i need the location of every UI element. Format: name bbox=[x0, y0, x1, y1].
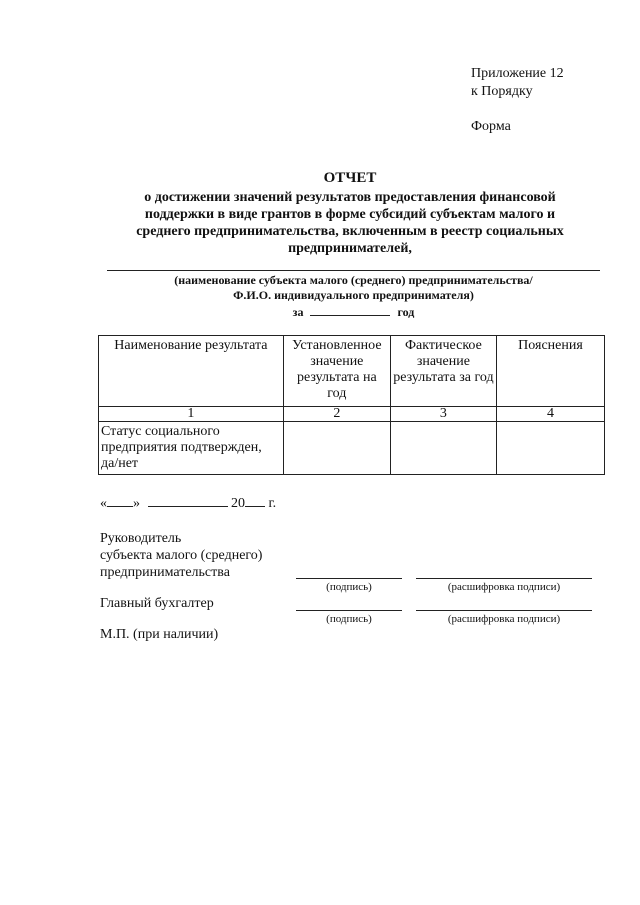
date-open-quote: « bbox=[100, 496, 107, 511]
header-planned-value: Установленное значение результата на год bbox=[283, 336, 390, 407]
head-decoding-caption: (расшифровка подписи) bbox=[447, 581, 561, 593]
year-suffix: год bbox=[397, 305, 415, 319]
report-subtitle-line: среднего предпринимательства, включенным в реестр социальных bbox=[136, 224, 564, 239]
column-number: 3 bbox=[390, 407, 496, 422]
result-name-cell: Статус социального предприятия подтвержден, да/нет bbox=[99, 422, 284, 475]
date-year-suffix: г. bbox=[268, 496, 277, 511]
column-number: 4 bbox=[496, 407, 604, 422]
report-title bbox=[100, 170, 600, 257]
header-notes: Пояснения bbox=[496, 336, 604, 407]
accountant-signature-caption: (подпись) bbox=[326, 613, 372, 625]
planned-value-cell bbox=[283, 422, 390, 475]
accountant-decoding-caption: (расшифровка подписи) bbox=[447, 613, 561, 625]
actual-value-cell bbox=[390, 422, 496, 475]
notes-cell bbox=[496, 422, 604, 475]
date-close-quote: » bbox=[133, 496, 140, 511]
column-number: 2 bbox=[283, 407, 390, 422]
report-subtitle-line: поддержки в виде грантов в форме субсидий субъектам малого и bbox=[144, 207, 556, 222]
report-subtitle-line: предпринимателей, bbox=[288, 241, 412, 256]
accountant-signature-line bbox=[296, 610, 402, 611]
head-signature-caption: (подпись) bbox=[326, 581, 372, 593]
report-title-main: ОТЧЕТ bbox=[323, 170, 377, 186]
column-number: 1 bbox=[99, 407, 284, 422]
annex-reference bbox=[471, 65, 564, 101]
head-decoding-line bbox=[416, 578, 592, 579]
annex-to-order: к Порядку bbox=[471, 84, 533, 99]
head-label-line: предпринимательства bbox=[100, 565, 230, 580]
date-century: 20 bbox=[231, 496, 245, 511]
year-prefix: за bbox=[292, 305, 304, 319]
report-date-line bbox=[100, 494, 276, 512]
accountant-decoding-line bbox=[416, 610, 592, 611]
form-label: Форма bbox=[471, 119, 511, 134]
table-header-row bbox=[99, 336, 605, 407]
entity-caption bbox=[107, 273, 600, 303]
entity-caption-line: (наименование субъекта малого (среднего) предпринимательства/ bbox=[174, 273, 533, 287]
day-blank bbox=[107, 494, 133, 507]
year-digits-blank bbox=[245, 494, 265, 507]
month-blank bbox=[148, 494, 228, 507]
entity-caption-line: Ф.И.О. индивидуального предпринимателя) bbox=[233, 288, 474, 302]
chief-accountant-label: Главный бухгалтер bbox=[100, 596, 214, 611]
column-number-row bbox=[99, 407, 605, 422]
annex-number: Приложение 12 bbox=[471, 66, 564, 81]
header-actual-value: Фактическое значение результата за год bbox=[390, 336, 496, 407]
report-subtitle-line: о достижении значений результатов предоставления финансовой bbox=[144, 190, 556, 205]
head-label-line: Руководитель bbox=[100, 531, 182, 546]
stamp-label: М.П. (при наличии) bbox=[100, 627, 219, 642]
head-signer-label bbox=[100, 530, 262, 581]
head-label-line: субъекта малого (среднего) bbox=[100, 548, 263, 563]
head-signature-line bbox=[296, 578, 402, 579]
table-row bbox=[99, 422, 605, 475]
entity-name-blank bbox=[107, 270, 600, 271]
year-blank bbox=[310, 304, 390, 316]
report-year-line bbox=[107, 304, 600, 320]
results-table bbox=[98, 335, 605, 475]
header-result-name: Наименование результата bbox=[99, 336, 284, 407]
